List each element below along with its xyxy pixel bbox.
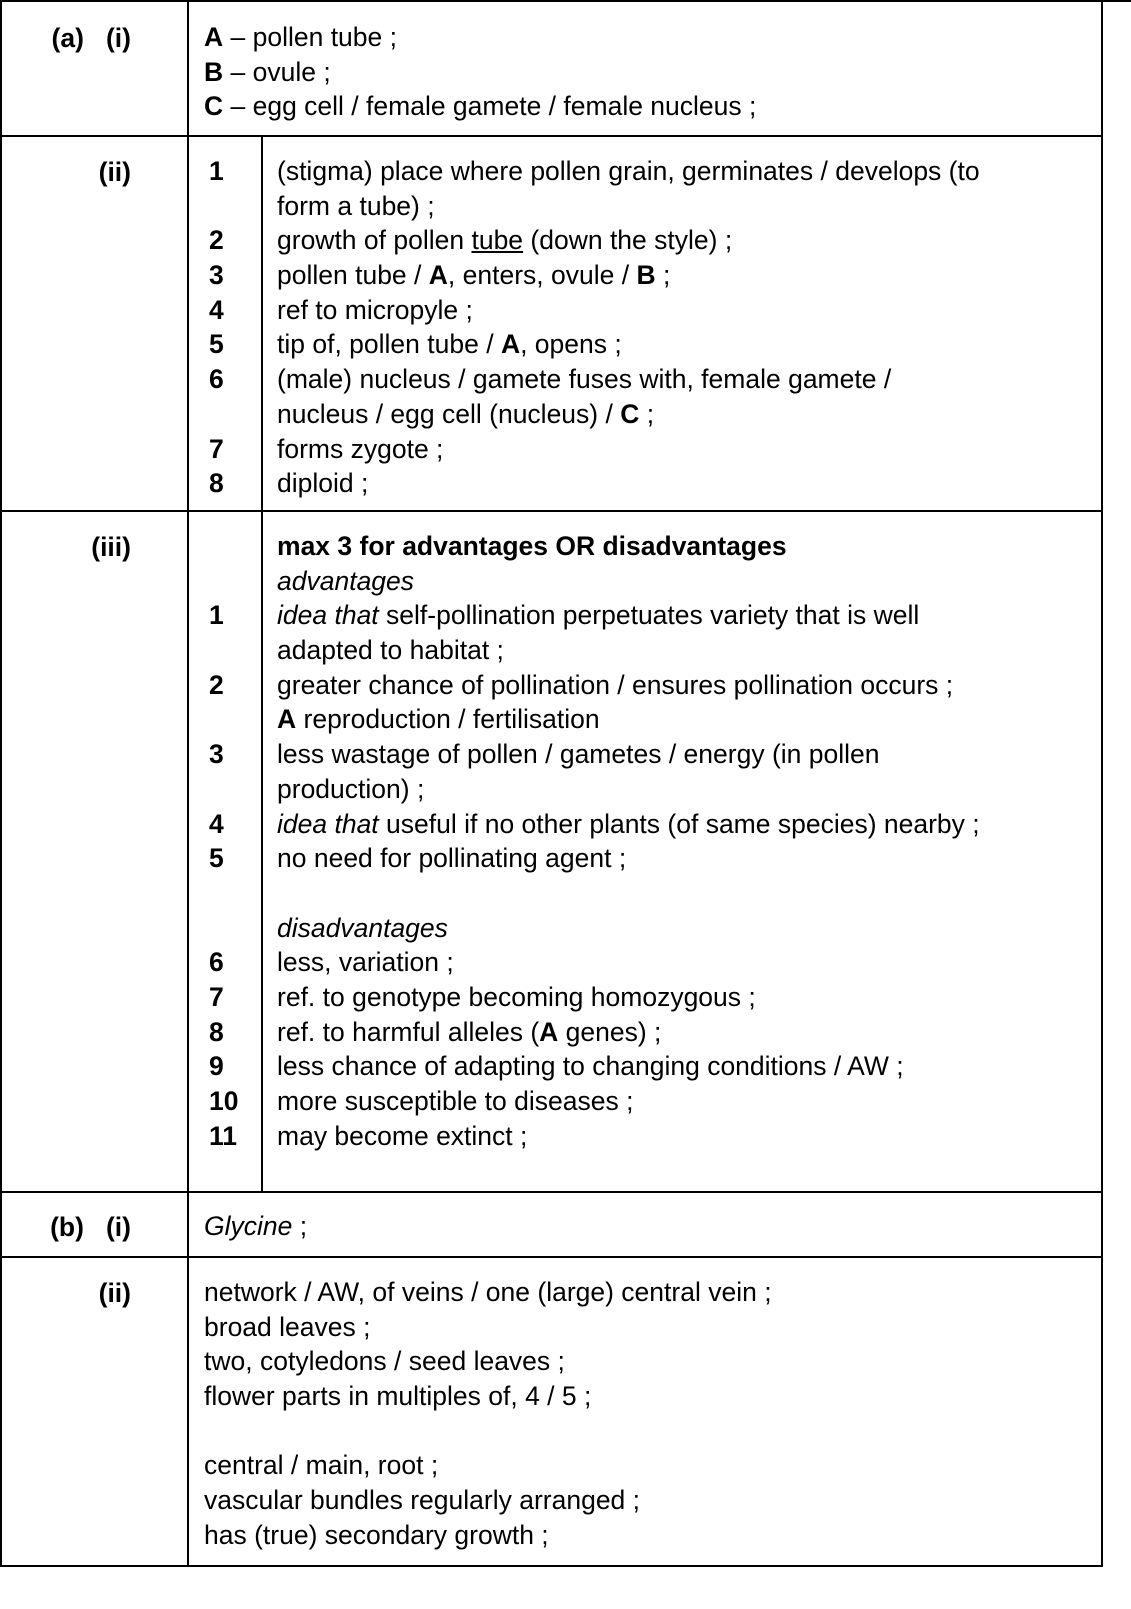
question-label-b-ii: (ii) [98,1278,131,1308]
table-rule-top [0,0,1131,2]
disadvantages-heading: disadvantages [277,912,448,943]
table-rule-3 [0,1191,1103,1193]
table-left-border [0,0,2,1567]
subcolumn-divider-aii [261,136,263,511]
answer-a-iii: max 3 for advantages OR disadvantages advantages idea that self-pollination perpetuates variety that is well adapted to habitat ; greater chance of pollination / ensures pollination occurs ; A reproduction / fertilisation less wastage of pollen / gametes / energy (in pollen production) ; idea that useful if no other plants (of same species) nearby ; no need for pollinating agent ; disadvantages less, variation ; ref. to genotype becoming homozygous ; ref. to harmful alleles (A genes) ; less chance of adapting to changing conditions / AW ; more susceptible to diseases ; may become extinct ; [277,531,980,1151]
table-rule-bottom [0,1565,1103,1567]
question-label-a-ii: (ii) [98,157,131,187]
table-rule-1 [0,135,1103,137]
answer-a-ii: (stigma) place where pollen grain, germinates / develops (to form a tube) ; growth of pollen tube (down the style) ; pollen tube / A, enters, ovule / B ; ref to micropyle ; tip of, pollen tube / A, opens ; (male) nucleus / gamete fuses with, female gamete / nucleus / egg cell (nucleus) / C ; forms zygote ; diploid ; [277,156,980,499]
point-numbers-a-ii: 1 2 3 4 5 6 7 8 [209,156,224,499]
max-marks-note: max 3 for advantages OR disadvantages [277,531,787,561]
table-rule-4 [0,1256,1103,1258]
advantages-heading: advantages [277,565,415,596]
table-column-divider [187,0,189,1567]
answer-a-i [204,20,756,124]
question-label-b-i: (b) (i) [50,1212,131,1242]
question-label-a-i: (a) (i) [51,23,131,53]
subcolumn-divider-aiii [261,511,263,1192]
question-label-a-iii: (iii) [91,532,131,562]
table-rule-2 [0,510,1103,512]
answer-b-i: Glycine ; [204,1211,308,1241]
point-numbers-a-iii: 1 2 3 4 5 6 7 8 9 10 11 [209,600,239,1151]
answer-line-b: B – ovule ; [204,56,331,87]
answer-line-a: A – pollen tube ; [204,22,397,52]
table-right-border [1101,0,1103,1567]
answer-line-c: C – egg cell / female gamete / female nucleus ; [204,91,757,122]
answer-b-ii: network / AW, of veins / one (large) central vein ; broad leaves ; two, cotyledons / seed leaves ; flower parts in multiples of, 4 / 5 ; central / main, root ; vascular bundles regularly arranged ; has (true) secondary growth ; [204,1277,772,1550]
